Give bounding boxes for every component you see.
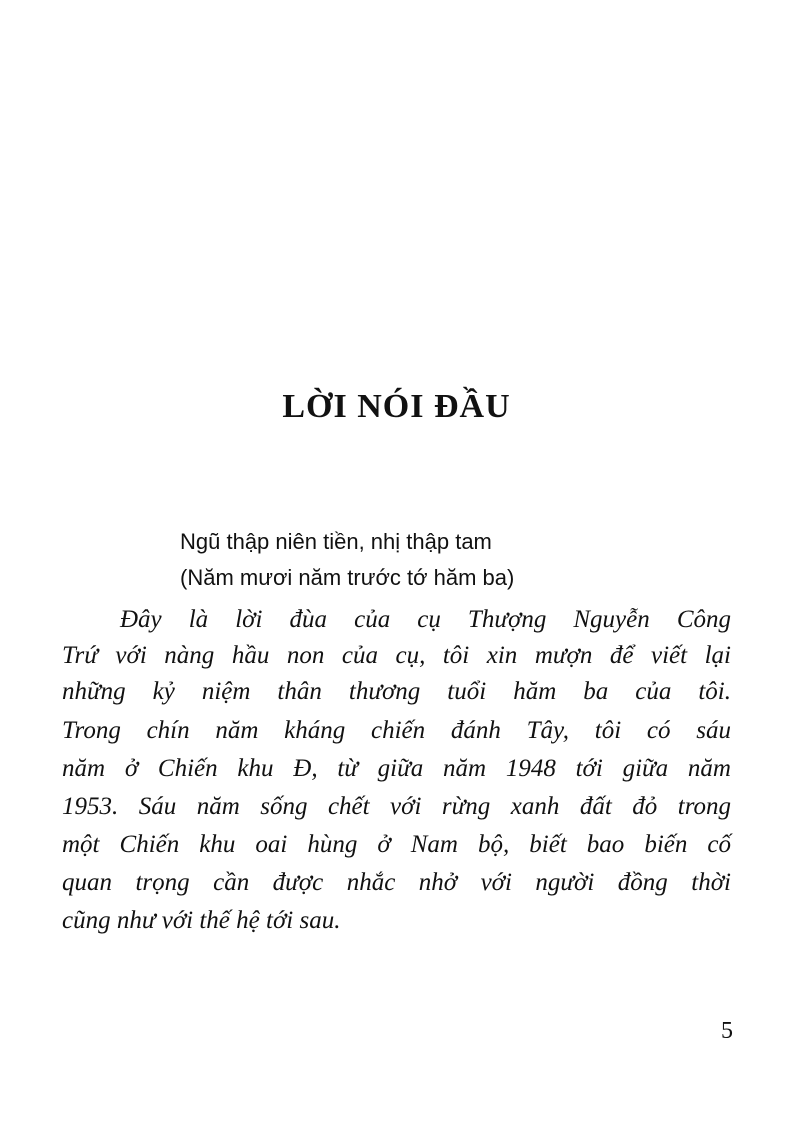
- paragraph-line: Trứ với nàng hầu non của cụ, tôi xin mượn để viết lại: [62, 642, 731, 669]
- paragraph-line: Đây là lời đùa của cụ Thượng Nguyễn Công: [120, 606, 731, 633]
- verse-line: Ngũ thập niên tiền, nhị thập tam: [180, 529, 492, 554]
- paragraph-line: một Chiến khu oai hùng ở Nam bộ, biết bao biến cố: [62, 831, 731, 858]
- page-number: 5: [721, 1018, 733, 1044]
- paragraph-line: những kỷ niệm thân thương tuổi hăm ba của tôi.: [62, 678, 731, 705]
- paragraph-line: 1953. Sáu năm sống chết với rừng xanh đất đỏ trong: [62, 793, 731, 820]
- paragraph-line: cũng như với thế hệ tới sau.: [62, 907, 341, 934]
- paragraph-line: Trong chín năm kháng chiến đánh Tây, tôi có sáu: [62, 717, 731, 744]
- page-title: LỜI NÓI ĐẦU: [282, 388, 511, 425]
- paragraph-line: năm ở Chiến khu Đ, từ giữa năm 1948 tới giữa năm: [62, 755, 731, 782]
- paragraph-line: quan trọng cần được nhắc nhở với người đồng thời: [62, 869, 731, 896]
- verse-line: (Năm mươi năm trước tớ hăm ba): [180, 565, 515, 590]
